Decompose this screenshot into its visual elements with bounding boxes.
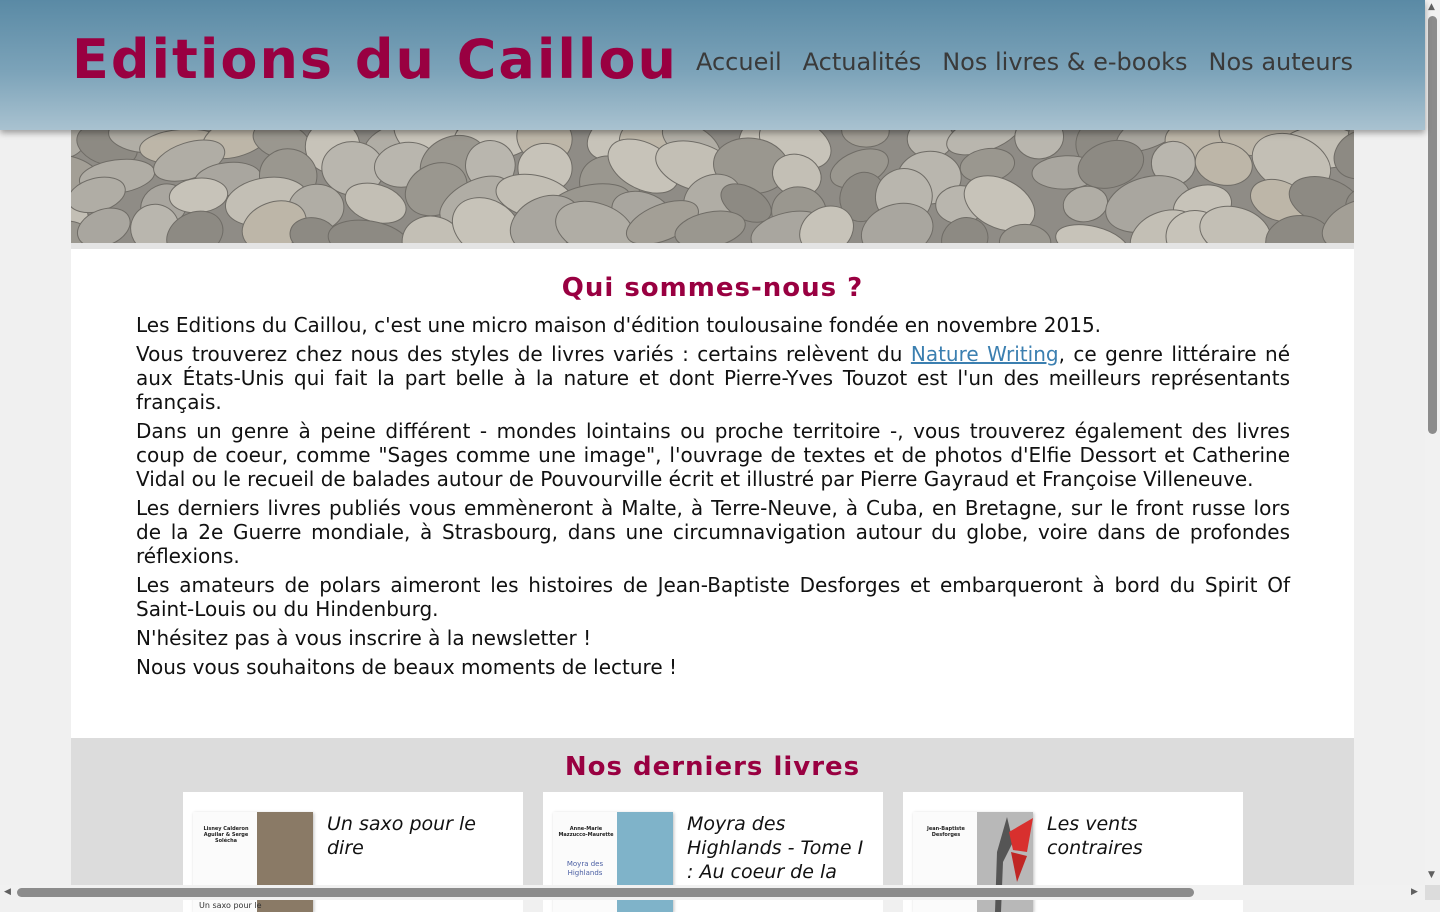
nav-item-auteurs[interactable]: Nos auteurs: [1208, 48, 1353, 76]
nav-item-accueil[interactable]: Accueil: [695, 48, 782, 76]
about-paragraph: Dans un genre à peine différent - mondes lointains ou proche territoire -, vous trouverez également des livres coup de coeur, comme "Sages comme une image", l'ouvrage de textes et de photos d'Elfie Dessort et Catherine Vidal ou le recueil de balades autour de Pouvourville écrit et illustré par Pierre Gayraud et Françoise Villeneuve.: [136, 419, 1290, 491]
about-text: [136, 313, 1290, 684]
horizontal-scrollbar[interactable]: [0, 885, 1425, 900]
cover-title: Un saxo pour le: [199, 901, 262, 910]
book-title[interactable]: Un saxo pour le dire: [327, 813, 476, 859]
nature-writing-link[interactable]: Nature Writing: [910, 342, 1059, 366]
about-section: [71, 249, 1354, 738]
about-paragraph: Les Editions du Caillou, c'est une micro maison d'édition toulousaine fondée en novembre 2015.: [136, 313, 1102, 337]
scroll-left-icon[interactable]: ◀: [4, 887, 11, 897]
nav-item-livres[interactable]: Nos livres & e-books: [942, 48, 1188, 76]
site-logo[interactable]: Editions du Caillou: [72, 28, 678, 91]
about-paragraph: Les amateurs de polars aimeront les histoires de Jean-Baptiste Desforges et embarqueront à bord du Spirit Of Saint-Louis ou du Hindenburg.: [136, 573, 1290, 621]
about-paragraph: Les derniers livres publiés vous emmèneront à Malte, à Terre-Neuve, à Cuba, en Bretagne, sur le front russe lors de la 2e Guerre mondiale, à Strasbourg, dans une circumnavigation autour du globe, voire dans de profondes réflexions.: [136, 496, 1290, 568]
cover-author: Lisney Calderon Aguilar & Serge Solécha: [203, 826, 249, 844]
main-nav: [696, 48, 1353, 76]
scroll-right-icon[interactable]: ▶: [1411, 887, 1418, 897]
pebbles-banner-image: [71, 130, 1354, 244]
vertical-scrollbar[interactable]: [1425, 0, 1440, 900]
about-text-fragment: Vous trouverez chez nous des styles de livres variés : certains relèvent du: [136, 342, 911, 366]
cover-author: Jean-Baptiste Desforges: [927, 826, 965, 838]
book-title[interactable]: Moyra des Highlands - Tome I : Au coeur de la: [687, 813, 864, 883]
about-text-fragment: , ce genre littéraire né aux États-Unis qui fait la part belle à la nature et dont Pierre-Yves Touzot est l'un des meilleurs représentants français.: [136, 342, 1290, 414]
scroll-down-icon[interactable]: ▼: [1428, 870, 1435, 880]
cover-title: Moyra des Highlands: [566, 860, 604, 877]
vertical-scroll-thumb[interactable]: [1428, 16, 1437, 434]
latest-books-heading: Nos derniers livres: [564, 752, 861, 782]
site-header: [0, 0, 1425, 130]
about-heading: Qui sommes-nous ?: [561, 273, 864, 303]
book-title[interactable]: Les vents contraires: [1047, 813, 1143, 859]
about-paragraph: N'hésitez pas à vous inscrire à la newsletter !: [136, 626, 592, 650]
scroll-up-icon[interactable]: ▲: [1428, 2, 1435, 12]
scrollbar-corner: [1425, 885, 1440, 900]
about-paragraph: [136, 342, 1290, 414]
nav-item-actualites[interactable]: Actualités: [802, 48, 922, 76]
horizontal-scroll-thumb[interactable]: [17, 888, 1194, 897]
latest-books-section: [71, 738, 1354, 910]
about-paragraph: Nous vous souhaitons de beaux moments de lecture !: [136, 655, 678, 679]
cover-author: Anne-Marie Mazzucco-Maurette: [558, 826, 614, 838]
